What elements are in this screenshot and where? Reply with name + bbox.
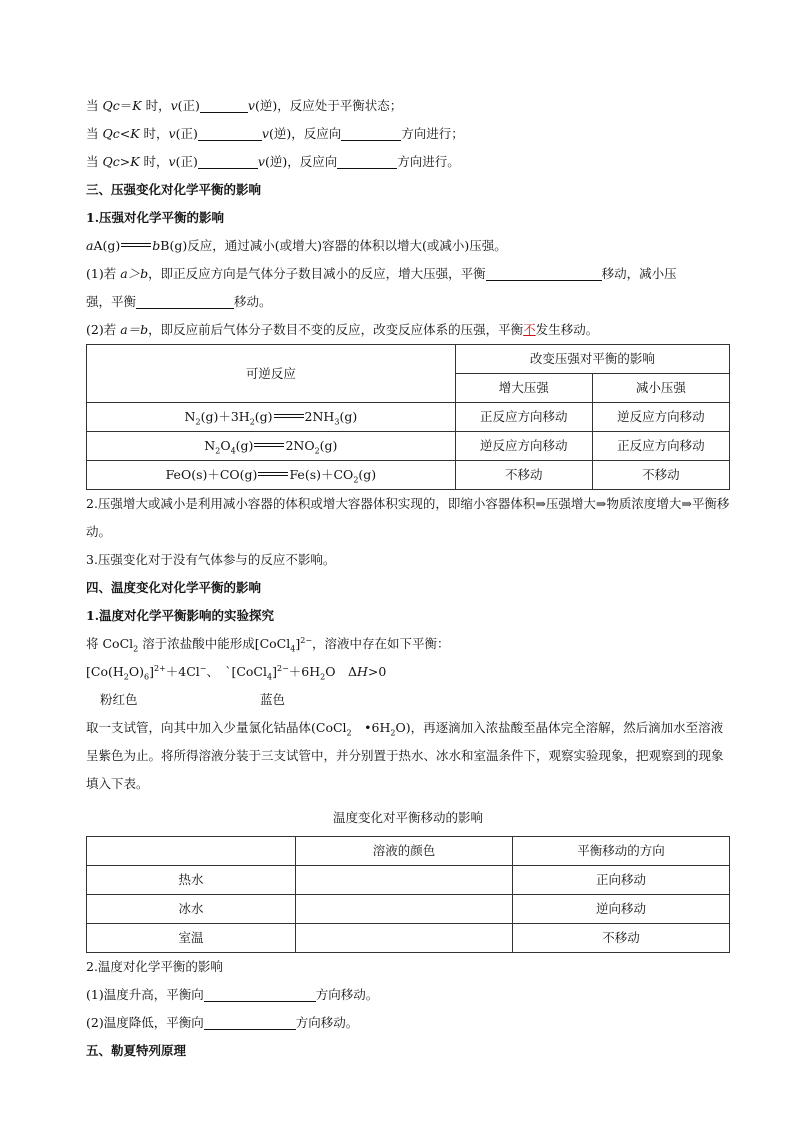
procedure-paragraph: 取一支试管，向其中加入少量氯化钴晶体(CoCl$_2$ $•6H_2O$)，再逐滴加入浓盐酸至晶体完全溶解，然后滴加水至溶液呈紫色为止。将所得溶液分装于三支试管中，并分别置于热水、冰水和室温条件下，观察实验现象，把观察到的现象填入下表。 bbox=[86, 720, 724, 791]
temp-drop-line: (2)温度降低，平衡向 方向移动。 bbox=[86, 1015, 359, 1030]
answer-blank[interactable] bbox=[341, 124, 401, 141]
section-3-title: 三、压强变化对化学平衡的影响 bbox=[86, 182, 262, 197]
table-header-decrease: 减小压强 bbox=[592, 374, 729, 403]
table-row bbox=[87, 403, 730, 432]
equilibrium-arrow-icon bbox=[258, 470, 288, 478]
table-row bbox=[87, 924, 730, 953]
table-header-direction: 平衡移动的方向 bbox=[513, 837, 730, 866]
condition-cell: 室温 bbox=[87, 924, 296, 953]
section-3-subtitle: 1.压强对化学平衡的影响 bbox=[86, 210, 225, 225]
decrease-cell: 逆反应方向移动 bbox=[592, 403, 729, 432]
table-header-effect: 改变压强对平衡的影响 bbox=[455, 345, 729, 374]
table-row bbox=[87, 866, 730, 895]
equilibrium-arrow-icon bbox=[274, 412, 304, 420]
color-cell[interactable] bbox=[296, 895, 513, 924]
answer-blank[interactable] bbox=[200, 96, 248, 113]
table-caption: 温度变化对平衡移动的影响 bbox=[332, 810, 483, 825]
direction-cell: 逆向移动 bbox=[513, 895, 730, 924]
qc-equal-line: 当 Qc＝K 时，v(正) v(逆)，反应处于平衡状态； bbox=[86, 98, 403, 113]
answer-blank[interactable] bbox=[337, 152, 397, 169]
section-4-subtitle: 1.温度对化学平衡影响的实验探究 bbox=[86, 608, 275, 623]
equilibrium-arrow-icon bbox=[254, 441, 284, 449]
temperature-effect-table bbox=[86, 836, 730, 953]
color-cell[interactable] bbox=[296, 924, 513, 953]
pressure-case-1: (1)若 a＞b，即正反应方向是气体分子数目减小的反应，增大压强，平衡 移动，减小压 bbox=[86, 266, 677, 281]
reaction-cell: FeO(s)＋CO(g) $Fe(s)+CO_2(g)$ bbox=[87, 461, 456, 490]
table-row bbox=[87, 895, 730, 924]
table-row bbox=[87, 432, 730, 461]
document-page bbox=[86, 92, 730, 1065]
answer-blank[interactable] bbox=[198, 124, 262, 141]
increase-cell: 正反应方向移动 bbox=[455, 403, 592, 432]
condition-cell: 热水 bbox=[87, 866, 296, 895]
answer-blank[interactable] bbox=[198, 152, 258, 169]
blue-label: 蓝色 bbox=[260, 692, 286, 707]
decrease-cell: 不移动 bbox=[592, 461, 729, 490]
section-5-title: 五、勒夏特列原理 bbox=[86, 1043, 187, 1058]
pressure-case-1-cont: 强，平衡 移动。 bbox=[86, 294, 272, 309]
direction-cell: 正向移动 bbox=[513, 866, 730, 895]
temp-rise-line: (1)温度升高，平衡向 方向移动。 bbox=[86, 987, 379, 1002]
pressure-effect-table bbox=[86, 344, 730, 490]
direction-cell: 不移动 bbox=[513, 924, 730, 953]
color-cell[interactable] bbox=[296, 866, 513, 895]
answer-blank[interactable] bbox=[136, 292, 234, 309]
answer-blank[interactable] bbox=[486, 264, 602, 281]
increase-cell: 逆反应方向移动 bbox=[455, 432, 592, 461]
answer-blank[interactable] bbox=[204, 1013, 296, 1030]
section-4-subtitle-2: 2.温度对化学平衡的影响 bbox=[86, 959, 223, 974]
answer-blank[interactable] bbox=[204, 985, 316, 1002]
reaction-cell: $N_2O_4(g)$ $2NO_2(g)$ bbox=[87, 432, 456, 461]
color-labels bbox=[86, 686, 730, 714]
equilibrium-arrow-icon bbox=[121, 241, 151, 249]
table-header-empty bbox=[87, 837, 296, 866]
condition-cell: 冰水 bbox=[87, 895, 296, 924]
cobalt-equation: $[Co(H_2O)_6]^{2+}+4Cl^-$、 $`[CoCl_4]^{2-}+6H_2O$ ΔH>0 bbox=[86, 663, 387, 682]
table-header-increase: 增大压强 bbox=[455, 374, 592, 403]
increase-cell: 不移动 bbox=[455, 461, 592, 490]
note-2: 2.压强增大或减小是利用减小容器的体积或增大容器体积实现的，即缩小容器体积⇒压强增大⇒物质浓度增大⇒平衡移动。 bbox=[86, 496, 730, 539]
pressure-case-2: (2)若 a＝b，即反应前后气体分子数目不变的反应，改变反应体系的压强，平衡不发生移动。 bbox=[86, 322, 599, 337]
pink-label: 粉红色 bbox=[100, 692, 138, 707]
section-4-title: 四、温度变化对化学平衡的影响 bbox=[86, 580, 262, 595]
qc-less-line: 当 Qc<K 时，v(正) v(逆)，反应向 方向进行； bbox=[86, 126, 464, 141]
table-header-reaction: 可逆反应 bbox=[87, 345, 456, 403]
table-row bbox=[87, 461, 730, 490]
qc-greater-line: 当 Qc>K 时，v(正) v(逆)，反应向 方向进行。 bbox=[86, 154, 460, 169]
table-header-color: 溶液的颜色 bbox=[296, 837, 513, 866]
reaction-line: aA(g) bB(g)反应，通过减小(或增大)容器的体积以增大(或减小)压强。 bbox=[86, 238, 507, 253]
reaction-cell: $N_2(g)+3H_2(g)$ $2NH_3(g)$ bbox=[87, 403, 456, 432]
decrease-cell: 正反应方向移动 bbox=[592, 432, 729, 461]
cobalt-intro: 将 CoCl$_2$ 溶于浓盐酸中能形成[CoCl$_4$]$^{2-}$，溶液中存在如下平衡： bbox=[86, 635, 450, 654]
note-3: 3.压强变化对于没有气体参与的反应不影响。 bbox=[86, 552, 336, 567]
